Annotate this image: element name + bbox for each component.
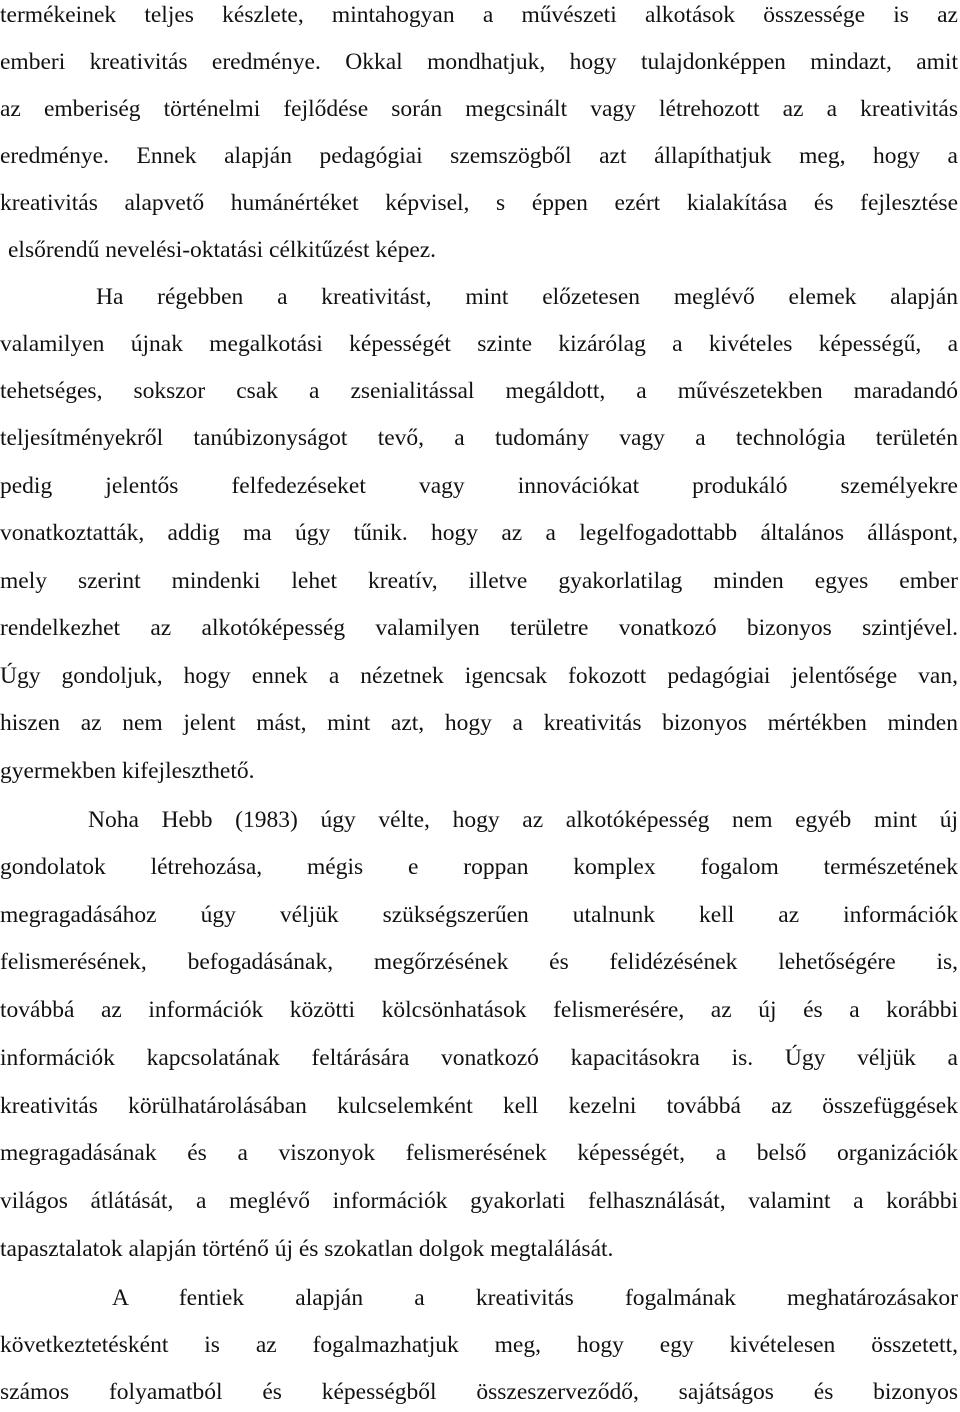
- text-line: Noha Hebb (1983) úgy vélte, hogy az alkotóképesség nem egyéb mint új: [88, 807, 958, 833]
- text-line: A fentiek alapján a kreativitás fogalmának meghatározásakor: [112, 1285, 958, 1311]
- text-line: számos folyamatból és képességből összeszerveződő, sajátságos és bizonyos: [0, 1379, 958, 1405]
- text-line: tapasztalatok alapján történő új és szokatlan dolgok megtalálását.: [0, 1236, 614, 1262]
- text-line: felismerésének, befogadásának, megőrzésének és felidézésének lehetőségére is,: [0, 949, 958, 975]
- text-line: rendelkezhet az alkotóképesség valamilyen területre vonatkozó bizonyos szintjével.: [0, 615, 958, 641]
- text-line: eredménye. Ennek alapján pedagógiai szemszögből azt állapíthatjuk meg, hogy a: [0, 143, 958, 169]
- text-line: valamilyen újnak megalkotási képességét szinte kizárólag a kivételes képességű, a: [0, 331, 958, 357]
- text-line: következtetésként is az fogalmazhatjuk meg, hogy egy kivételesen összetett,: [0, 1332, 958, 1358]
- text-line: teljesítményekről tanúbizonyságot tevő, a tudomány vagy a technológia területén: [0, 425, 958, 451]
- text-line: mely szerint mindenki lehet kreatív, illetve gyakorlatilag minden egyes ember: [0, 568, 958, 594]
- text-line: továbbá az információk közötti kölcsönhatások felismerésére, az új és a korábbi: [0, 997, 958, 1023]
- text-line: információk kapcsolatának feltárására vonatkozó kapacitásokra is. Úgy véljük a: [0, 1045, 958, 1071]
- text-line: vonatkoztatták, addig ma úgy tűnik. hogy az a legelfogadottabb általános álláspont,: [0, 520, 958, 546]
- text-line: Úgy gondoljuk, hogy ennek a nézetnek igencsak fokozott pedagógiai jelentősége van,: [0, 663, 958, 689]
- text-line: megragadásához úgy véljük szükségszerűen utalnunk kell az információk: [0, 902, 958, 928]
- text-line: megragadásának és a viszonyok felismerésének képességét, a belső organizációk: [0, 1140, 958, 1166]
- text-line: hiszen az nem jelent mást, mint azt, hogy a kreativitás bizonyos mértékben minden: [0, 710, 958, 736]
- text-line: pedig jelentős felfedezéseket vagy innovációkat produkáló személyekre: [0, 473, 958, 499]
- text-line: emberi kreativitás eredménye. Okkal mondhatjuk, hogy tulajdonképpen mindazt, amit: [0, 49, 958, 75]
- text-line: gyermekben kifejleszthető.: [0, 758, 255, 784]
- text-line: kreativitás alapvető humánértéket képvisel, s éppen ezért kialakítása és fejlesztése: [0, 190, 958, 216]
- text-line: gondolatok létrehozása, mégis e roppan komplex fogalom természetének: [0, 854, 958, 880]
- text-line: tehetséges, sokszor csak a zsenialitással megáldott, a művészetekben maradandó: [0, 378, 958, 404]
- text-line: Ha régebben a kreativitást, mint előzetesen meglévő elemek alapján: [96, 284, 958, 310]
- text-line: elsőrendű nevelési-oktatási célkitűzést képez.: [8, 237, 437, 263]
- text-line: kreativitás körülhatárolásában kulcselemként kell kezelni továbbá az összefüggések: [0, 1093, 958, 1119]
- text-line: világos átlátását, a meglévő információk gyakorlati felhasználását, valamint a korábbi: [0, 1188, 958, 1214]
- text-line: az emberiség történelmi fejlődése során megcsinált vagy létrehozott az a kreativitás: [0, 96, 958, 122]
- text-line: termékeinek teljes készlete, mintahogyan a művészeti alkotások összessége is az: [0, 2, 958, 28]
